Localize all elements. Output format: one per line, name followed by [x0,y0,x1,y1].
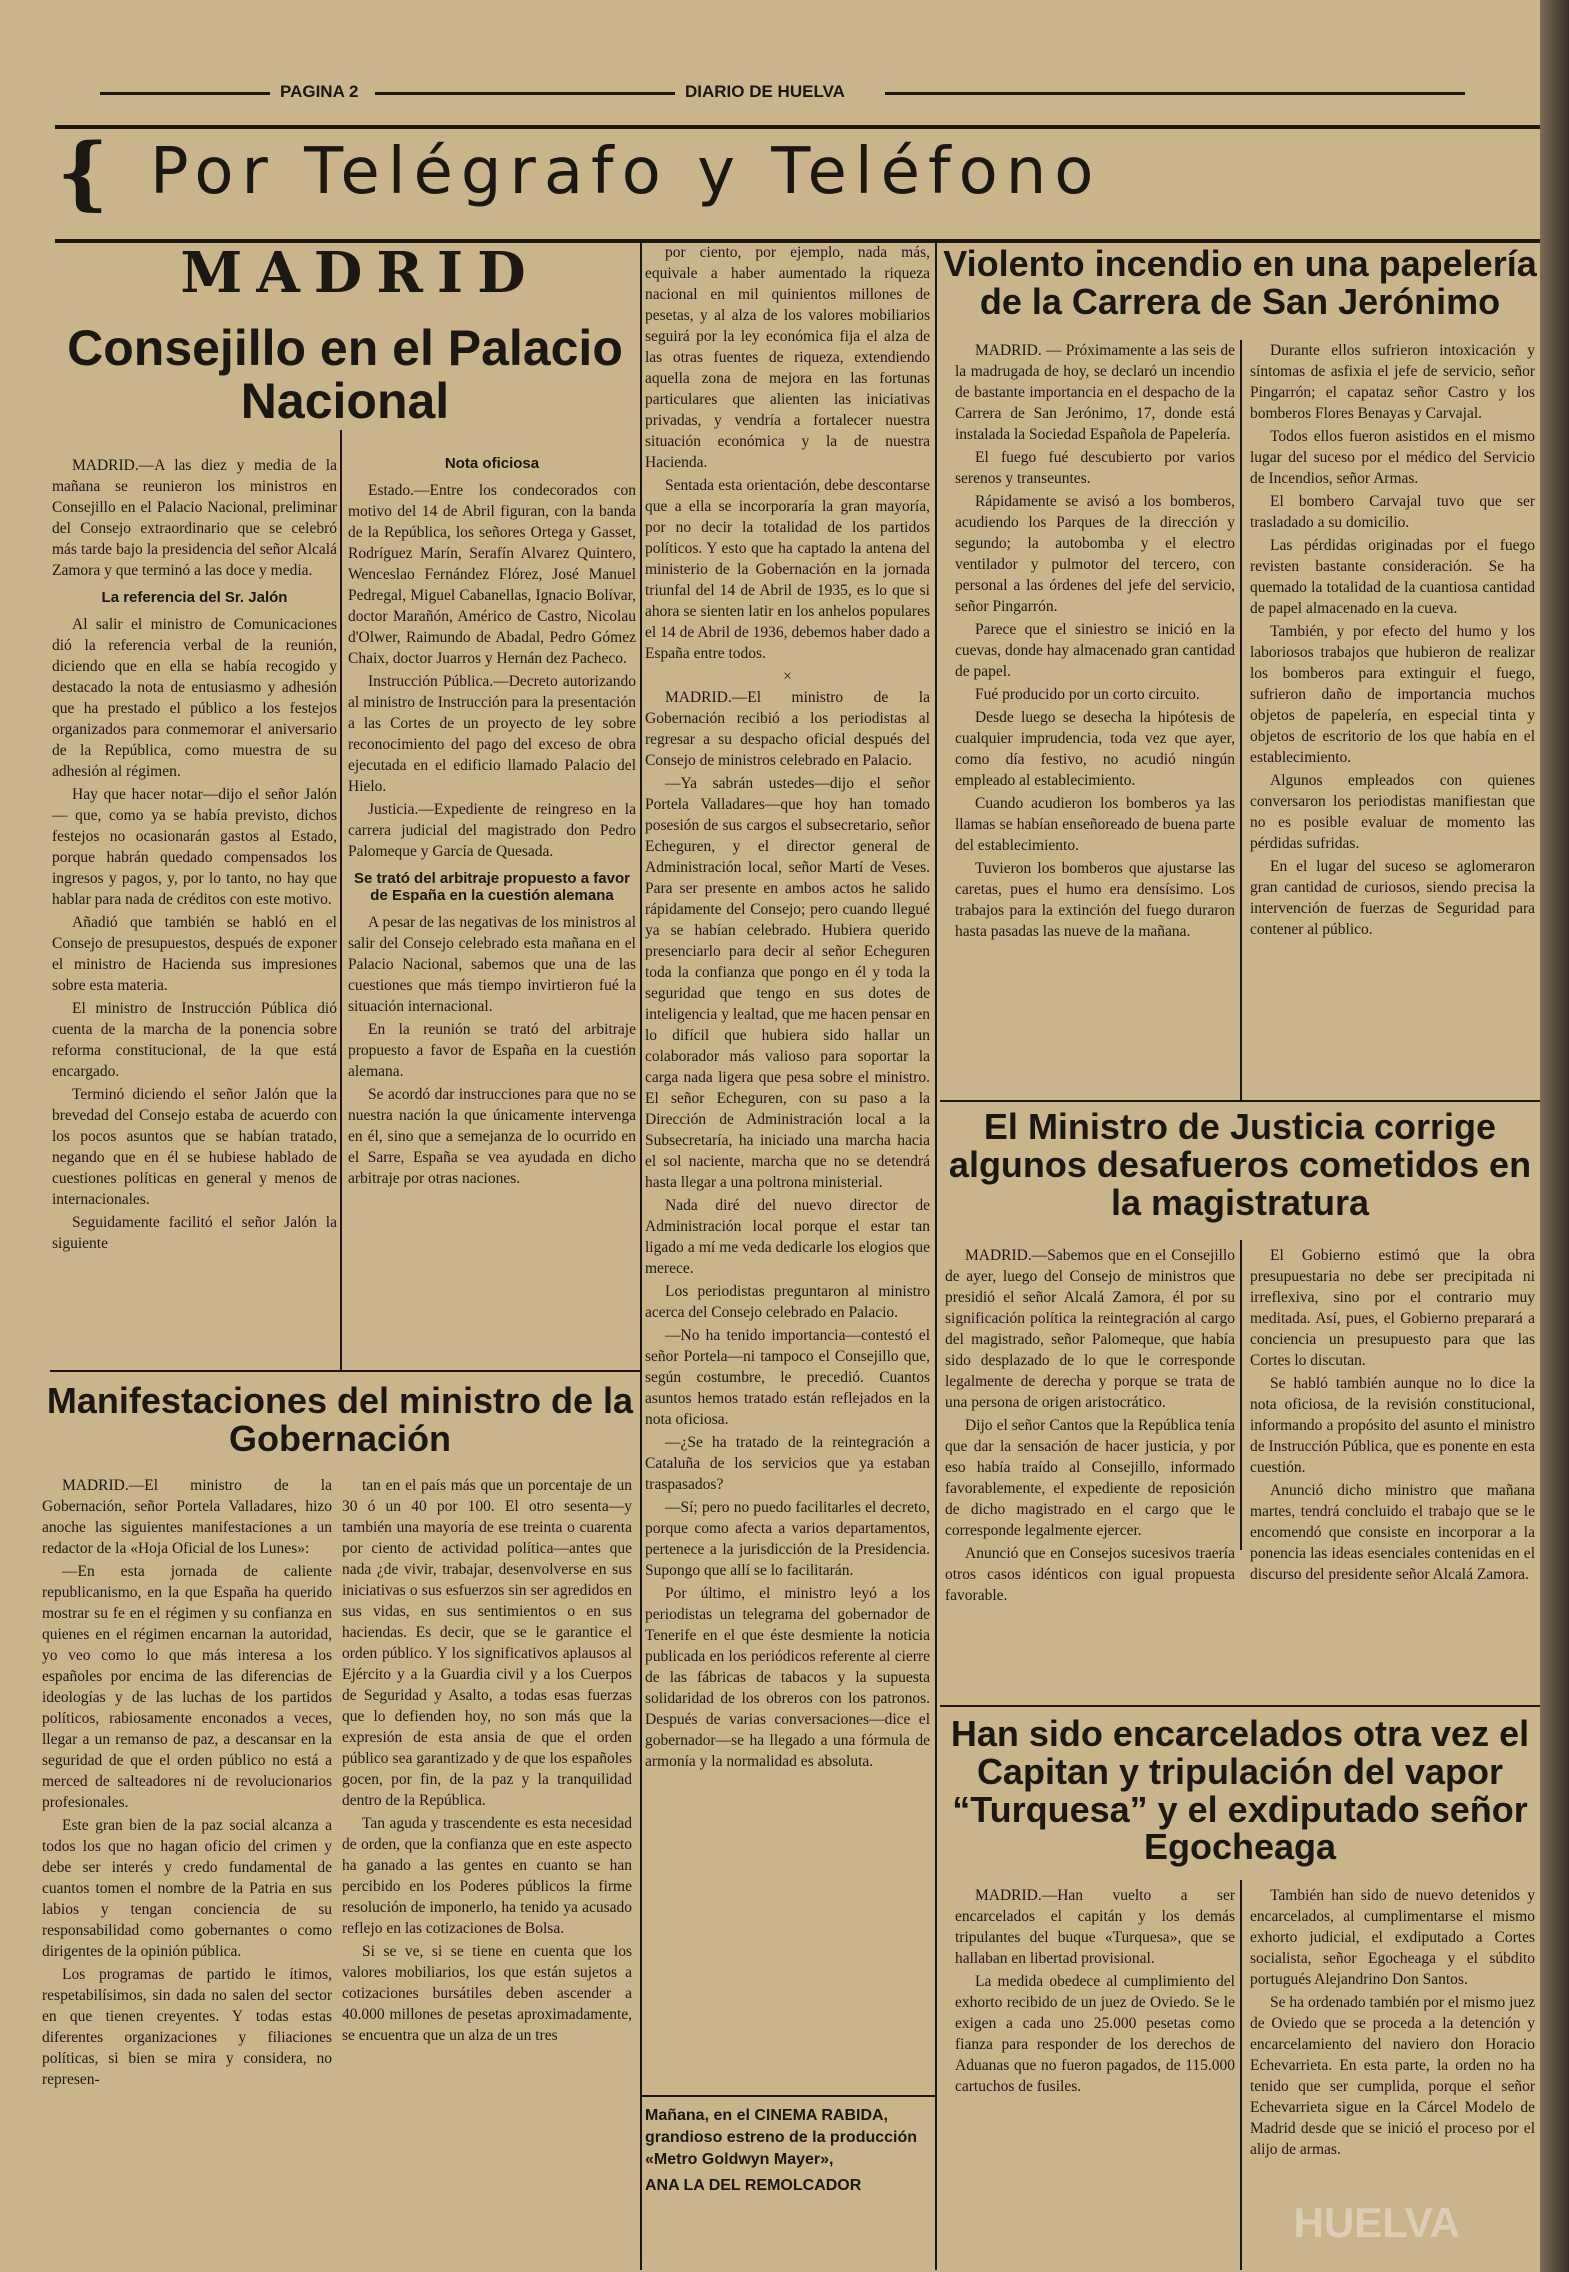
paragraph: Las pérdidas originadas por el fuego revisten bastante consideración. Se ha quemado la totalidad de la cuantiosa cantidad de papel almacenado en la cueva. [1250,537,1535,617]
page-header [100,82,1470,102]
headline-manifestaciones: Manifestaciones del ministro de la Gobernación [46,1380,634,1459]
paragraph: MADRID.—Sabemos que en el Consejillo de ayer, luego del Consejo de ministros que presidió el señor Alcalá Zamora, él por su significación política la reintegración al cargo del magistrado, señor Palomeque, que había sido desplazado de lo que le corresponde legalmente de derecha y porque se trata de una persona de origen aristocrático. [945,1247,1235,1411]
paragraph: —Sí; pero no puedo facilitarles el decreto, porque como afecta a varios departamentos, pertenece a la jurisdicción de la Presidencia. Supongo que allí se lo facilitarán. [645,1499,930,1579]
separator-mark: × [783,668,792,685]
ad-film-title: ANA LA DEL REMOLCADOR [645,2177,862,2194]
paragraph: —En esta jornada de caliente republicanismo, en la que España ha querido mostrar su fe en el régimen y su confianza en quienes en el régimen encarnan la autoridad, yo veo como lo que más interesa a los españoles por encima de las diferencias de ideologías y de las luchas de los partidos políticos, rabiosamente enconados a veces, llegar a un remanso de paz, a descansar en la seguridad de que el orden público no está a merced de salteadores ni de revolucionarios profesionales. [42,1563,332,1811]
paragraph: MADRID.—A las diez y media de la mañana se reunieron los ministros en Consejillo en el Palacio Nacional, preliminar del Consejo extraordinario que se celebró más tarde bajo la presidencia del señor Alcalá Zamora y que terminó a las doce y media. [52,457,337,579]
paragraph: Fué producido por un corto circuito. [975,686,1200,703]
article-incendio-left [955,340,1235,944]
paragraph: Dijo el señor Cantos que la República tenía que dar la sensación de hacer justicia, y por eso había traído al Consejillo, informado favorablemente, el expediente de reposición de dicho magistrado en el cargo que le corresponde legalmente ejercer. [945,1417,1235,1539]
paragraph: Se habló también aunque no lo dice la nota oficiosa, de la revisión constitucional, informando a propósito del asunto el ministro de Instrucción Pública, que es ponente en esta cuestión. [1250,1375,1535,1476]
article-turquesa-left [955,1885,1235,2099]
ad-text: Mañana, en el CINEMA RABIDA, grandioso estreno de la producción «Metro Goldwyn Mayer», [645,2107,918,2168]
paragraph: Desde luego se desecha la hipótesis de cualquier imprudencia, toda vez que ayer, como día festivo, no acudió ningún empleado al establecimiento. [955,709,1235,789]
paragraph: Por último, el ministro leyó a los periodistas un telegrama del gobernador de Tenerife en el que éste desmiente la noticia publicada en los periódicos referente al cierre de las fábricas de tabacos y la supuesta solidaridad de los obreros con los patronos. Después de varias conversaciones—dice el gobernador—se ha llegado a una fórmula de armonía y la normalidad es absoluta. [645,1585,930,1770]
article-consejillo [52,455,337,1256]
paragraph: Los periodistas preguntaron al ministro acerca del Consejo celebrado en Palacio. [645,1283,930,1321]
paragraph: Algunos empleados con quienes conversaron los periodistas manifiestan que no es posible evaluar de momento las pérdidas sufridas. [1250,772,1535,852]
paragraph: tan en el país más que un porcentaje de un 30 ó un 40 por 100. El otro sesenta—y también una mayoría de ese treinta o cuarenta por ciento de actividad política—antes que nada ¿de vivir, trabajar, desenvolverse en sus iniciativas o sus esfuerzos sin ser agredidos en sus vidas, en sus sentimientos o en sus haciendas. Es decir, que se le garantice el orden público. Y los significativos aplausos al Ejército y a la Guardia civil y a los Cuerpos de Seguridad y Asalto, a todas esas fuerzas que lo defienden hoy, no son más que la expresión de esta ansia de que el orden público sea garantizado y de que los españoles gocen, por fin, de la paz y la tranquilidad dentro de la República. [342,1477,632,1809]
headline-incendio: Violento incendio en una papelería de la Carrera de San Jerónimo [943,243,1537,322]
article-justicia-left [945,1245,1235,1608]
paragraph: En el lugar del suceso se aglomeraron gran cantidad de curiosos, siendo precisa la intervención de fuerzas de Seguridad para contener al público. [1250,858,1535,938]
paragraph: Los programas de partido le ítimos, respetabilísimos, sin dada no salen del sector en que tienen creyentes. Y todas estas diferentes organizaciones y filiaciones políticas, si bien se mira y considera, no represen- [42,1966,332,2088]
paragraph: —Ya sabrán ustedes—dijo el señor Portela Valladares—que hoy han tomado posesión de sus cargos el subsecretario, señor Echeguren, y el director general de Administración local, señor Martí de Veses. Para ser presente en ambos actos he salido rápidamente del Consejo; pero cuando llegué ya se habían celebrado. Hubiera querido presenciarlo para decir al señor Echeguren toda la confianza que pongo en él y toda la seguridad que tengo en sus dotes de inteligencia y lealtad, que me hacen pensar en lo difícil que hubiera sido hallar un colaborador más valioso para soportar la carga nada ligera que pesa sobre el ministro. El señor Echeguren, con su paso a la Dirección de Administración local a la Subsecretaría, ha iniciado una marcha hacia el sol naciente, marcha que no se detendrá hasta llegar a una poltrona ministerial. [645,775,930,1191]
archive-watermark: HUELVA [1293,2199,1460,2246]
paragraph: Todos ellos fueron asistidos en el mismo lugar del suceso por el médico del Servicio de Incendios, señor Armas. [1250,428,1535,487]
cinema-advertisement [645,2105,930,2197]
paragraph: MADRID.—Han vuelto a ser encarcelados el capitán y los demás tripulantes del buque «Turquesa», que se hallaban en libertad provisional. [955,1887,1235,1967]
article-nota-oficiosa [348,455,636,1191]
adjacent-page-edge [1540,0,1569,2272]
subheading: Se trató del arbitraje propuesto a favor de España en la cuestión alemana [354,870,630,904]
article-turquesa-right [1250,1885,1535,2162]
paragraph: MADRID. — Próximamente a las seis de la madrugada de hoy, se declaró un incendio de bastante importancia en el despacho de la Carrera de San Jerónimo, 17, donde está instalada la Sociedad Española de Papelería. [955,342,1235,443]
article-manifestaciones-right [342,1475,632,2048]
paragraph: —¿Se ha tratado de la reintegración a Cataluña de los servicios que ya estaban traspasados? [645,1434,930,1493]
article-gobernacion-continued [645,242,930,1774]
paragraph: MADRID.—El ministro de la Gobernación, señor Portela Valladares, hizo anoche las siguientes manifestaciones a un redactor de la «Hoja Oficial de los Lunes»: [42,1477,332,1557]
paragraph: Nada diré del nuevo director de Administración local porque el estar tan ligado a mí me veda dedicarle los elogios que merece. [645,1197,930,1277]
headline-turquesa: Han sido encarcelados otra vez el Capitan y tripulación del vapor “Turquesa” y el exdiputado señor Egocheaga [950,1713,1530,1868]
newspaper-name: DIARIO DE HUELVA [685,82,845,101]
paragraph: Si se ve, si se tiene en cuenta que los valores mobiliarios, los que están sujetos a cotizaciones bursátiles deben ascender a 40.000 millones de pesetas aproximadamente, se encuentra que un alza de un tres [342,1943,632,2044]
paragraph: Tuvieron los bomberos que ajustarse las caretas, pues el humo era densísimo. Los trabajos para la extinción del fuego duraron hasta pasadas las nueve de la mañana. [955,860,1235,940]
paragraph: Durante ellos sufrieron intoxicación y síntomas de asfixia el jefe de servicio, señor Pingarrón; el capataz señor Castro y los bomberos Flores Benayas y Carvajal. [1250,342,1535,422]
paragraph: Estado.—Entre los condecorados con motivo del 14 de Abril figuran, con la banda de la República, los señores Ortega y Gasset, Rodríguez Marín, Serafín Alvarez Quintero, Wenceslao Fernández Flórez, José Manuel Pedregal, Miguel Cabanellas, Ignacio Bolívar, doctor Marañón, Américo de Castro, Nicolau d'Olwer, Raimundo de Abadal, Pedro Gómez Chaix, doctor Juarros y Hernán dez Pacheco. [348,482,636,667]
paragraph: Añadió que también se habló en el Consejo de presupuestos, después de exponer el ministro de Hacienda sus impresiones sobre esta materia. [52,914,337,994]
article-incendio-right [1250,340,1535,942]
headline-justicia: El Ministro de Justicia corrige algunos desafueros cometidos en la magistratura [948,1106,1532,1223]
page-number: PAGINA 2 [280,82,359,101]
paragraph: El bombero Carvajal tuvo que ser trasladado a su domicilio. [1250,493,1535,531]
subheading: Nota oficiosa [444,455,540,472]
paragraph: Este gran bien de la paz social alcanza a todos los que no hagan oficio del crimen y debe ser interés y credo fundamental de cuantos tomen el nombre de la Patria en sus labios y tengan conciencia de su responsabilidad como gobernantes o como dirigentes de la opinión pública. [42,1817,332,1960]
paragraph: Se acordó dar instrucciones para que no se nuestra nación la que únicamente intervenga en él, sino que a semejanza de lo ocurrido en el Sarre, España se vea ayudada en dicho arbitraje por otras naciones. [348,1086,636,1187]
paragraph: Terminó diciendo el señor Jalón que la brevedad del Consejo estaba de acuerdo con los pocos asuntos que se habían tratado, negando que en él se hubiese hablado de cuestiones políticas en general y menos de internacionales. [52,1086,337,1208]
paragraph: por ciento, por ejemplo, nada más, equivale a haber aumentado la riqueza nacional en mil quinientos millones de pesetas, y al alza de los valores mobiliarios seguirá por la ley económica fija el alza de las otras fuentes de riqueza, extendiendo aquella zona de mejora en las fortunas particulares que alienten las iniciativas privadas, y vendría a fortalecer nuestra situación económica y la de nuestra Hacienda. [645,244,930,471]
paragraph: Instrucción Pública.—Decreto autorizando al ministro de Instrucción para la presentación a las Cortes de un proyecto de ley sobre reconocimiento del pago del exceso de obra ejecutada en el edificio llamado Palacio del Hielo. [348,673,636,795]
paragraph: Justicia.—Expediente de reingreso en la carrera judicial del magistrado don Pedro Palomeque y García de Quesada. [348,801,636,860]
paragraph: El Gobierno estimó que la obra presupuestaria no debe ser precipitada ni irreflexiva, sino por el contrario muy meditada. Así, pues, el Gobierno preparará a conciencia un presupuesto para que las Cortes lo discutan. [1250,1247,1535,1369]
banner-title: Por Telégrafo y Teléfono [150,135,1102,209]
paragraph: Al salir el ministro de Comunicaciones dió la referencia verbal de la reunión, diciendo que en ella se había recogido y destacado la nota de entusiasmo y adhesión que ha prestado el público a los festejos organizados para conmemorar el aniversario de la República, como muestra de su adhesión al régimen. [52,616,337,780]
paragraph: Anunció dicho ministro que mañana martes, tendrá concluido el trabajo que se le encomendó que consiste en incorporar a la ponencia las ideas esenciales contenidas en el discurso del presidente señor Alcalá Zamora. [1250,1482,1535,1583]
paragraph: La medida obedece al cumplimiento del exhorto recibido de un juez de Oviedo. Se le exigen a cada uno 25.000 pesetas como fianza para responder de los derechos de Aduanas que no fueron pagados, de 115.000 cartuchos de fusiles. [955,1973,1235,2095]
section-banner [55,125,1540,243]
paragraph: MADRID.—El ministro de la Gobernación recibió a los periodistas al regresar a su despacho oficial después del Consejo de ministros celebrado en Palacio. [645,689,930,769]
subheading: La referencia del Sr. Jalón [101,589,288,606]
paragraph: Hay que hacer notar—dijo el señor Jalón— que, como ya se había previsto, dichos festejos no ocasionarán gastos al Estado, porque habrán quedado compensados los ingresos y pagos, y, por lo tanto, no hay que hablar para nada de créditos con este motivo. [52,786,337,908]
paragraph: También han sido de nuevo detenidos y encarcelados, al cumplimentarse el mismo exhorto judicial, el exdiputado a Cortes socialista, señor Egocheaga y el súbdito portugués Alejandrino Don Santos. [1250,1887,1535,1988]
paragraph: Cuando acudieron los bomberos ya las llamas se habían enseñoreado de buena parte del establecimiento. [955,795,1235,854]
brace-left-icon: { [57,125,109,219]
article-justicia-right [1250,1245,1535,1587]
paragraph: También, y por efecto del humo y los laboriosos trabajos que hubieron de realizar los bomberos para extinguir el fuego, sufrieron daño de importancia muchos objetos de papelería, en especial tinta y objetos de escritorio de los que había en el establecimiento. [1250,623,1535,766]
section-title: MADRID [180,240,540,306]
paragraph: A pesar de las negativas de los ministros al salir del Consejo celebrado esta mañana en el Palacio Nacional, sabemos que una de las cuestiones que más tiempo invirtieron fué la situación internacional. [348,914,636,1015]
paragraph: Seguidamente facilitó el señor Jalón la siguiente [52,1214,337,1252]
paragraph: El ministro de Instrucción Pública dió cuenta de la marcha de la ponencia sobre reforma constitucional, de la que está encargado. [52,1000,337,1080]
paragraph: El fuego fué descubierto por varios serenos y transeuntes. [955,449,1235,487]
paragraph: Se ha ordenado también por el mismo juez de Oviedo que se proceda a la detención y encarcelamiento del naviero don Horacio Echevarrieta. En esta parte, la orden no ha tenido que ser cumplida, porque el señor Echevarrieta sigue en la Cárcel Modelo de Madrid desde que se inició el proceso por el alijo de armas. [1250,1994,1535,2158]
paragraph: —No ha tenido importancia—contestó el señor Portela—ni tampoco el Consejillo que, según costumbre, le precedió. Cuantos asuntos hemos tratado están reflejados en la nota oficiosa. [645,1327,930,1428]
article-manifestaciones-left [42,1475,332,2092]
paragraph: Parece que el siniestro se inició en la cuevas, donde hay almacenado gran cantidad de papel. [955,621,1235,680]
paragraph: Tan aguda y trascendente es esta necesidad de orden, que la confianza que en este aspecto ha ganado a las gentes en cuanto se han percibido en los Poderes públicos la firme resolución de imponerlo, ha tenido ya acusado reflejo en las cotizaciones de Bolsa. [342,1815,632,1937]
headline-consejillo: Consejillo en el Palacio Nacional [67,320,623,429]
paragraph: Anunció que en Consejos sucesivos traería otros casos idénticos con igual propuesta favorable. [945,1545,1235,1604]
paragraph: Rápidamente se avisó a los bomberos, acudiendo los Parques de la dirección y segundo; la autobomba y el electro ventilador y pulmotor del tercero, con personal a las órdenes del jefe del servicio, señor Pingarrón. [955,493,1235,615]
paragraph: En la reunión se trató del arbitraje propuesto a favor de España en la cuestión alemana. [348,1021,636,1080]
paragraph: Sentada esta orientación, debe descontarse que a ella se incorporaría la gran mayoría, por no decir la totalidad de los partidos políticos. Y esto que ha captado la antena del ministerio de la Gobernación en la jornada triunfal del 14 de Abril de 1935, es lo que si ahora se sienten latir en los anhelos populares el 14 de Abril de 1936, debemos haber dado a España entre todos. [645,477,930,662]
